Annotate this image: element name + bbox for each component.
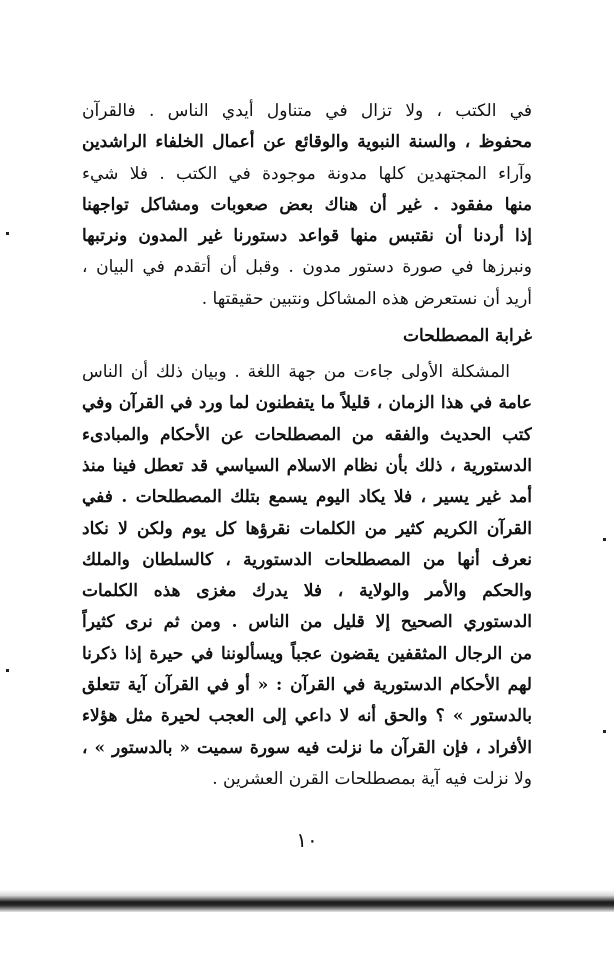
- text-line: نعرف أنها من المصطلحات الدستورية ، كالسلطان والملك: [82, 549, 532, 570]
- scan-speck: [6, 232, 9, 235]
- scan-speck: [603, 538, 606, 541]
- text-line: منها مفقود . غير أن هناك بعض صعوبات ومشاكل تواجهنا: [82, 194, 532, 215]
- text-line: بالدستور » ؟ والحق أنه لا داعي إلى العجب لحيرة مثل هؤلاء: [82, 706, 532, 727]
- text-line: وآراء المجتهدين كلها مدونة موجودة في الكتب . فلا شيء: [82, 163, 532, 184]
- text-line: أمد غير يسير ، فلا يكاد اليوم يسمع بتلك المصطلحات . ففي: [82, 487, 532, 508]
- paragraph-1: [82, 96, 532, 315]
- text-line: ونبرزها في صورة دستور مدون . وقبل أن أتقدم في البيان ،: [82, 257, 532, 278]
- section-heading: غرابة المصطلحات: [403, 326, 532, 347]
- body-text: [82, 96, 532, 795]
- page-number: ١٠: [296, 828, 318, 852]
- text-line: الدستوري الصحيح إلا قليل من الناس . ومن ثم نرى كثيراً: [82, 612, 532, 633]
- text-line: الدستورية ، ذلك بأن نظام الاسلام السياسي قد تعطل فينا منذ: [82, 455, 532, 476]
- text-line: عامة في هذا الزمان ، قليلاً ما يتفطنون لما ورد في القرآن وفي: [82, 393, 532, 414]
- scan-speck: [603, 730, 606, 733]
- text-line: من الرجال المثقفين يقضون عجباً ويسألوننا في حيرة إذا ذكرنا: [82, 643, 532, 664]
- text-line: الأفراد ، فإن القرآن ما نزلت فيه سورة سميت « بالدستور » ،: [82, 737, 532, 758]
- text-line: لهم الأحكام الدستورية في القرآن : « أو في القرآن آية تتعلق: [82, 675, 532, 696]
- text-line: إذا أردنا أن نقتبس منها قواعد دستورنا غير المدون ونرتبها: [82, 226, 532, 247]
- text-line: القرآن الكريم كثير من الكلمات نقرؤها كل يوم ولكن لا نكاد: [82, 518, 532, 539]
- paragraph-2: [82, 357, 532, 795]
- scan-bottom-edge: [0, 872, 614, 971]
- text-line: والحكم والأمر والولاية ، فلا يدرك مغزى هذه الكلمات: [82, 581, 532, 602]
- scan-dark-band: [0, 890, 614, 912]
- text-line: كتب الحديث والفقه من المصطلحات عن الأحكام والمبادىء: [82, 424, 532, 445]
- text-line: ولا نزلت فيه آية بمصطلحات القرن العشرين .: [212, 768, 532, 789]
- scan-speck: [6, 669, 9, 672]
- text-line: المشكلة الأولى جاءت من جهة اللغة . وبيان ذلك أن الناس: [82, 362, 510, 383]
- text-line: في الكتب ، ولا تزال في متناول أيدي الناس . فالقرآن: [82, 101, 532, 121]
- text-line: محفوظ ، والسنة النبوية والوقائع عن أعمال الخلفاء الراشدين: [82, 132, 532, 153]
- text-line: أريد أن نستعرض هذه المشاكل ونتبين حقيقتها .: [201, 288, 532, 309]
